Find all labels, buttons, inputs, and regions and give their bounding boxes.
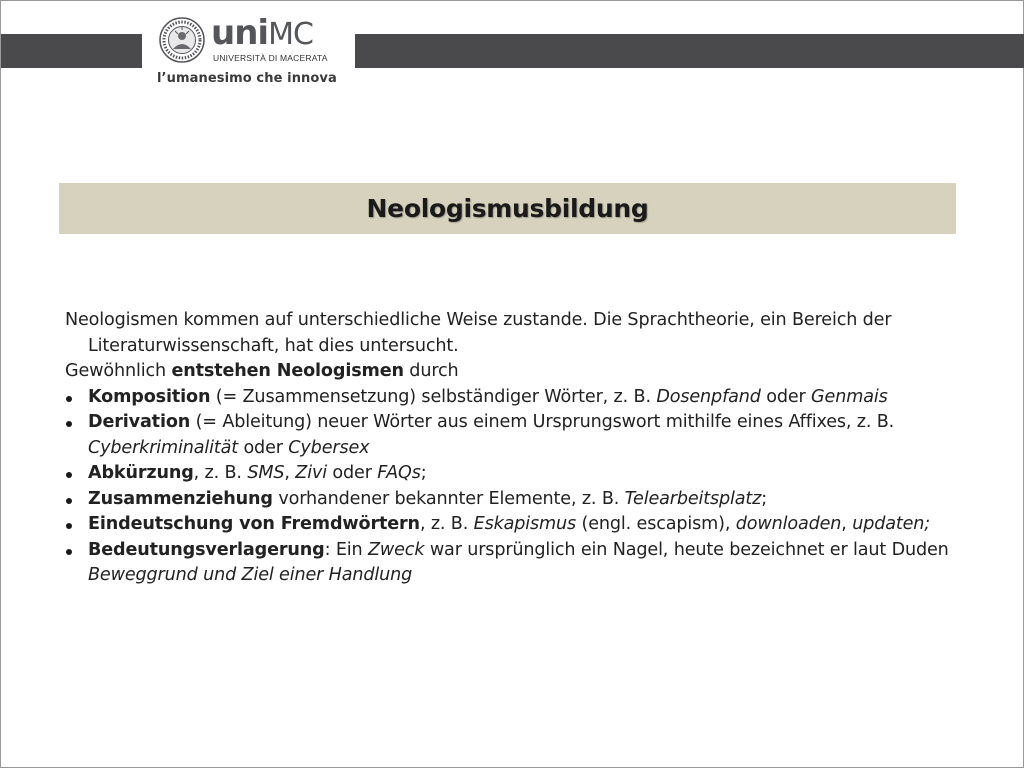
intro-lead: Gewöhnlich entstehen Neologismen durch — [65, 361, 459, 381]
university-seal-icon — [159, 17, 205, 63]
header-band-right — [355, 34, 1024, 68]
logo-subtitle: UNIVERSITÀ DI MACERATA — [213, 53, 328, 63]
bullet-abkuerzung: Abkürzung, z. B. SMS, Zivi oder FAQs; — [65, 461, 965, 487]
title-bar — [59, 183, 956, 234]
bullet-zusammenziehung: Zusammenziehung vorhandener bekannter Elemente, z. B. Telearbeitsplatz; — [65, 487, 965, 513]
bullet-derivation: Derivation (= Ableitung) neuer Wörter aus einem Ursprungswort mithilfe eines Affixes, z. B. Cyberkriminalität oder Cybersex — [65, 410, 965, 461]
logo-tagline: l’umanesimo che innova — [157, 71, 337, 86]
slide-title: Neologismusbildung — [366, 194, 649, 223]
intro-paragraph: Neologismen kommen auf unterschiedliche Weise zustande. Die Sprachtheorie, ein Bereich der Literaturwissenschaft, hat dies untersucht. — [65, 310, 892, 356]
bullet-list — [65, 385, 965, 589]
header-band-left — [1, 34, 142, 68]
bullet-bedeutungsverlagerung: Bedeutungsverlagerung: Ein Zweck war ursprünglich ein Nagel, heute bezeichnet er laut Duden Beweggrund und Ziel einer Handlung — [65, 538, 965, 589]
bullet-eindeutschung: Eindeutschung von Fremdwörtern, z. B. Eskapismus (engl. escapism), downloaden, updaten; — [65, 512, 965, 538]
unimc-logo — [149, 11, 349, 91]
bullet-komposition: Komposition (= Zusammensetzung) selbständiger Wörter, z. B. Dosenpfand oder Genmais — [65, 385, 965, 411]
slide-content — [65, 308, 965, 589]
logo-wordmark: uniMC — [211, 13, 313, 53]
